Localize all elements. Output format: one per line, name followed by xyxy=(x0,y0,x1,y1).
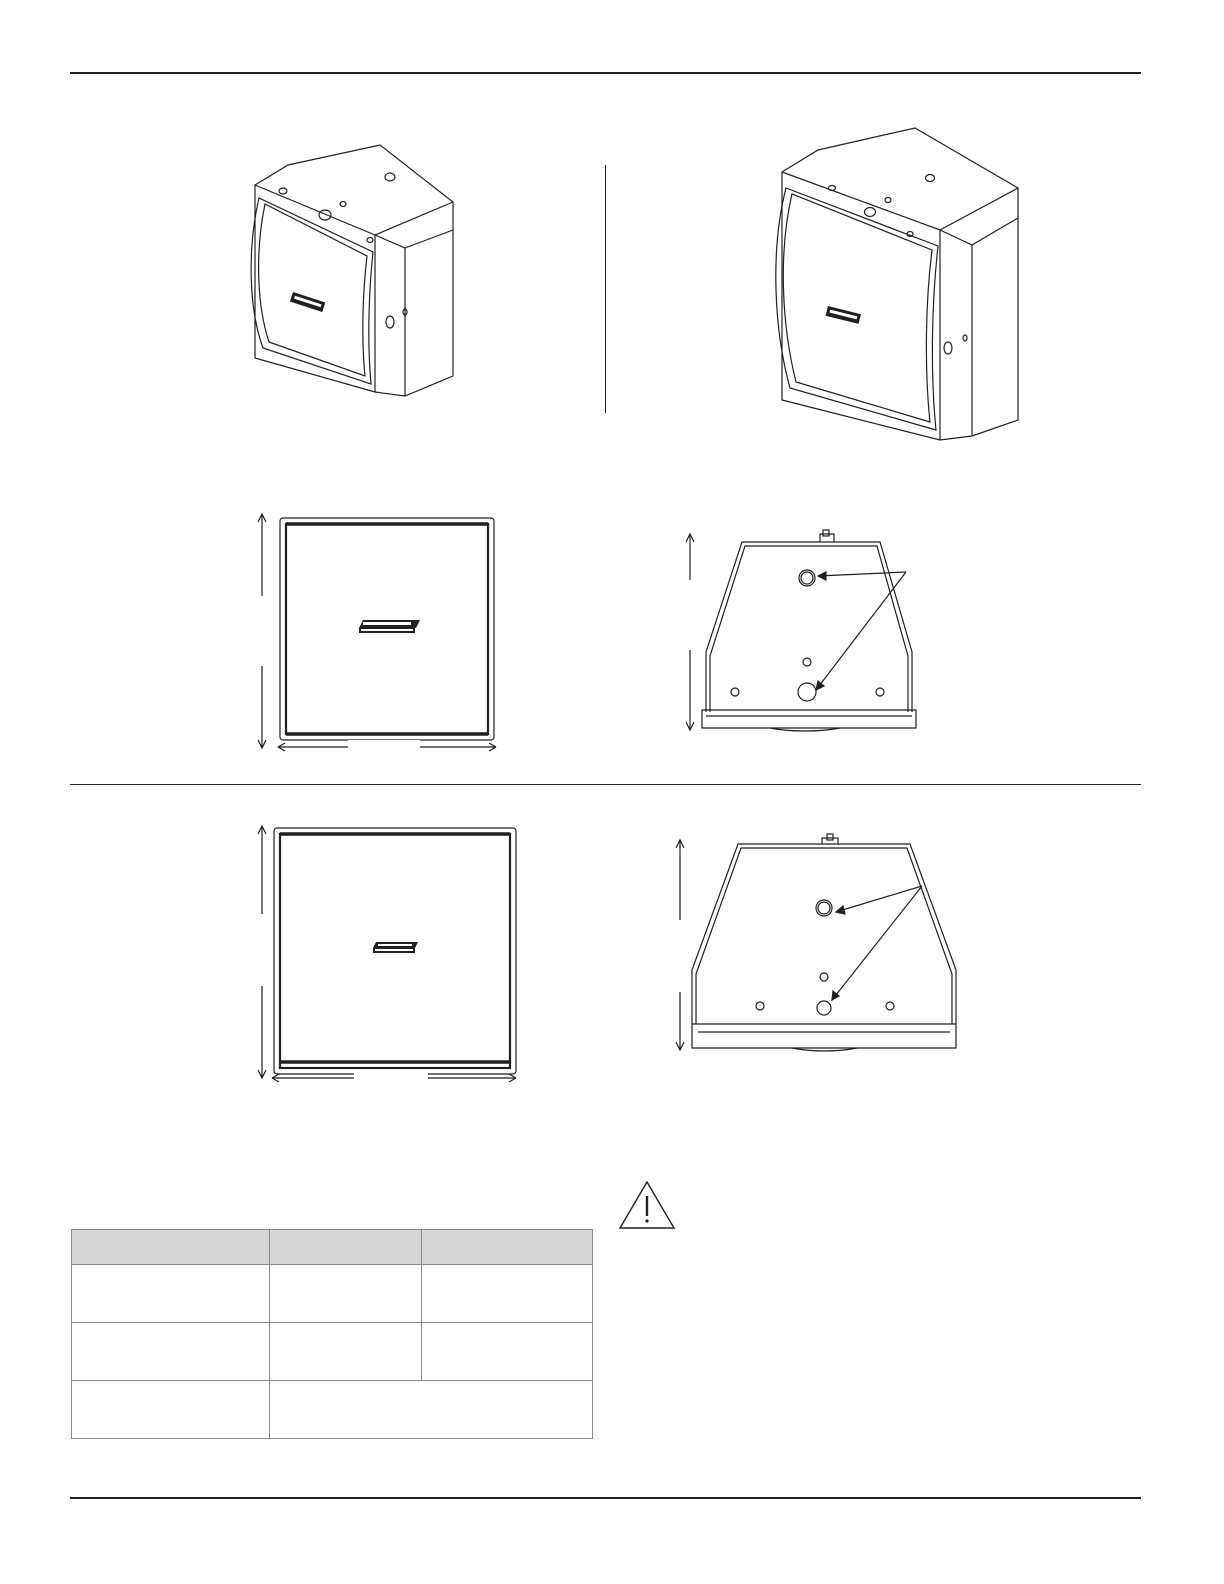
bose-logo xyxy=(373,942,418,953)
table-cell xyxy=(422,1323,593,1381)
table-cell xyxy=(72,1323,270,1381)
table-cell xyxy=(269,1323,422,1381)
top-rule xyxy=(70,72,1141,74)
table-row xyxy=(72,1265,593,1323)
section-rule xyxy=(70,784,1141,785)
table-cell xyxy=(269,1265,422,1323)
bottom-rule xyxy=(70,1497,1141,1499)
table-row xyxy=(72,1323,593,1381)
speaker-large-isometric xyxy=(760,120,1030,450)
speaker-large-front-view xyxy=(250,822,525,1087)
table-header-cell xyxy=(422,1230,593,1265)
speaker-small-isometric xyxy=(235,140,475,400)
table-cell xyxy=(422,1265,593,1323)
table-header-row xyxy=(72,1230,593,1265)
table-header-cell xyxy=(72,1230,270,1265)
table-header-cell xyxy=(269,1230,422,1265)
table-row xyxy=(72,1381,593,1439)
specs-table xyxy=(71,1229,593,1439)
isometric-divider xyxy=(605,165,606,413)
table-cell-merged xyxy=(269,1381,592,1439)
bose-logo xyxy=(359,620,420,633)
table-cell xyxy=(72,1381,270,1439)
speaker-small-top-view xyxy=(680,530,920,740)
warning-triangle-icon xyxy=(618,1180,676,1230)
speaker-small-front-view xyxy=(250,510,510,755)
table-cell xyxy=(72,1265,270,1323)
speaker-large-top-view xyxy=(672,836,962,1056)
